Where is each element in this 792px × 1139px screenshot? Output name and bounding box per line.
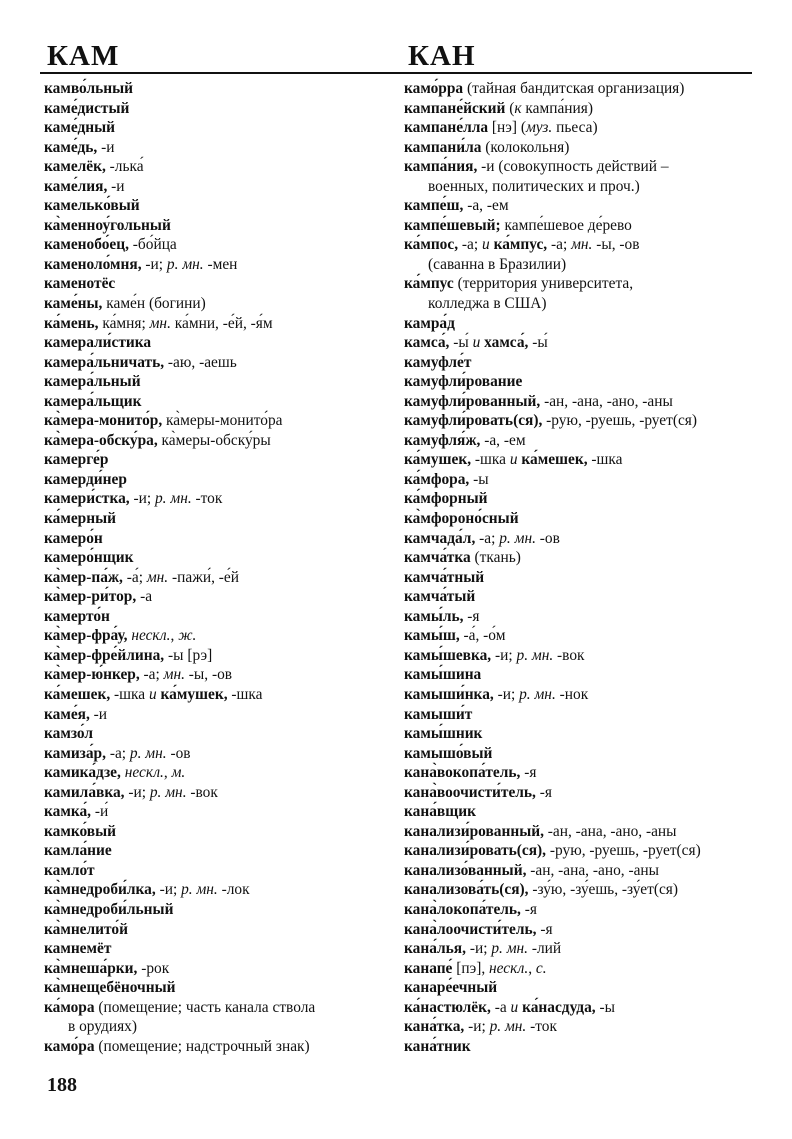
running-head-left: КАМ: [47, 40, 120, 72]
grammar-info: -шка: [587, 451, 623, 469]
dictionary-entry: [404, 489, 754, 509]
dictionary-entry: [44, 607, 396, 627]
dictionary-entry: [404, 685, 754, 705]
dictionary-entry: [404, 646, 754, 666]
grammar-info: -ы: [469, 470, 489, 488]
headword: камы́ль,: [404, 607, 464, 625]
grammar-info: колледжа в США): [428, 295, 547, 313]
grammar-info: -ы: [595, 998, 615, 1016]
grammar-info: -я: [535, 783, 552, 801]
headword: ка̀мер-ю́нкер,: [44, 666, 140, 684]
headword: камы́шник: [404, 725, 483, 743]
headword: камика́дзе,: [44, 764, 121, 782]
dictionary-entry: [404, 861, 754, 881]
grammar-info: -а и: [490, 998, 519, 1016]
grammar-info: [нэ] (муз. пьеса): [488, 119, 598, 137]
headword: камуфли́рование: [404, 373, 523, 391]
grammar-info: -а; мн. -ы, -ов: [139, 666, 233, 684]
dictionary-entry: [44, 705, 396, 725]
dictionary-entry: [404, 998, 754, 1018]
dictionary-entry: [44, 802, 396, 822]
dictionary-entry: [404, 255, 754, 275]
grammar-info: -шка и: [471, 451, 518, 469]
dictionary-entry: [44, 99, 396, 119]
grammar-info: -и; р. мн. -вок: [491, 646, 585, 664]
dictionary-entry: [404, 548, 754, 568]
dictionary-entry: [404, 1037, 754, 1057]
headword: канализо́ванный,: [404, 861, 527, 879]
headword: ка́мушек,: [404, 451, 472, 469]
headword: камчада́л,: [404, 529, 476, 547]
grammar-info: -и; р. мн. -мен: [141, 255, 238, 273]
dictionary-entry: [44, 157, 396, 177]
dictionary-entry: [44, 920, 396, 940]
headword: камко́вый: [44, 822, 116, 840]
grammar-info: -я: [520, 900, 537, 918]
headword: камы́шина: [404, 666, 482, 684]
variant-headword: ка́мушек,: [160, 685, 228, 703]
headword: ка̀мнещебёночный: [44, 979, 176, 997]
grammar-info: -аю, -аешь: [164, 353, 237, 371]
headword: камуфля́ж,: [404, 431, 481, 449]
dictionary-entry: [404, 744, 754, 764]
headword: кана̀лоочисти́тель,: [404, 920, 537, 938]
dictionary-entry: [404, 99, 754, 119]
dictionary-entry: [44, 568, 396, 588]
grammar-info: -я: [463, 607, 480, 625]
dictionary-entry: [44, 79, 396, 99]
headword: кана́тник: [404, 1037, 471, 1055]
headword: камуфли́ровать(ся),: [404, 412, 543, 430]
dictionary-entry: [404, 392, 754, 412]
headword: канаре́ечный: [404, 979, 498, 997]
dictionary-entry: [44, 411, 396, 431]
grammar-info: в орудиях): [68, 1018, 137, 1036]
headword: камло́т: [44, 861, 95, 879]
dictionary-entry: [44, 489, 396, 509]
headword: кана̀вокопа́тель,: [404, 764, 521, 782]
headword: ка́мфорный: [404, 490, 488, 508]
grammar-info: -ы́: [528, 334, 548, 352]
dictionary-entry: [404, 294, 754, 314]
grammar-info: -и́: [91, 803, 109, 821]
grammar-info: -а; мн. -ы, -ов: [547, 236, 640, 254]
headword: камла́ние: [44, 842, 112, 860]
dictionary-entry: [44, 392, 396, 412]
dictionary-entry: [404, 978, 754, 998]
headword: камзо́л: [44, 725, 94, 743]
grammar-info: -и; р. мн. -лок: [155, 881, 250, 899]
dictionary-entry: [44, 333, 396, 353]
headword: кана̀локопа́тель,: [404, 900, 521, 918]
dictionary-entry: [404, 939, 754, 959]
right-column: [404, 79, 754, 1056]
dictionary-entry: [404, 607, 754, 627]
headword: камелёк,: [44, 158, 106, 176]
grammar-info: (саванна в Бразилии): [428, 255, 567, 273]
dictionary-entry: [404, 1017, 754, 1037]
dictionary-entry: [44, 978, 396, 998]
dictionary-entry: [404, 411, 754, 431]
headword: ка́мпос,: [404, 236, 459, 254]
grammar-info: -ан, -ана, -ано, -аны: [543, 822, 677, 840]
grammar-info: -и; р. мн. -лий: [465, 940, 562, 958]
grammar-info: -бо́йца: [128, 236, 177, 254]
dictionary-entry: [404, 314, 754, 334]
headword: камила́вка,: [44, 783, 125, 801]
header-rule: [40, 72, 752, 74]
dictionary-entry: [44, 216, 396, 236]
dictionary-entry: [44, 274, 396, 294]
dictionary-entry: [404, 920, 754, 940]
grammar-info: (к кампа́ния): [505, 99, 593, 117]
dictionary-entry: [44, 880, 396, 900]
variant-headword: ка́мпус,: [493, 236, 548, 254]
grammar-info: (помещение; надстрочный знак): [94, 1037, 310, 1055]
dictionary-entry: [44, 626, 396, 646]
grammar-info: -ы́ и: [449, 334, 481, 352]
headword: ка́мора: [44, 998, 95, 1016]
dictionary-entry: [44, 822, 396, 842]
headword: ка̀мнелито́й: [44, 920, 128, 938]
headword: камера́льщик: [44, 392, 142, 410]
variant-headword: ка́насдуда,: [522, 998, 596, 1016]
grammar-info: (тайная бандитская организация): [463, 80, 685, 97]
dictionary-entry: [44, 353, 396, 373]
grammar-info: -а; р. мн. -ов: [475, 529, 560, 547]
dictionary-entry: [44, 783, 396, 803]
dictionary-entry: [404, 783, 754, 803]
dictionary-entry: [44, 959, 396, 979]
headword: камери́стка,: [44, 490, 130, 508]
headword: ка̀мфороно́сный: [404, 510, 519, 528]
grammar-info: военных, политических и проч.): [428, 177, 640, 195]
dictionary-entry: [404, 880, 754, 900]
dictionary-entry: [44, 255, 396, 275]
headword: ка̀мер-фре́йлина,: [44, 646, 165, 664]
dictionary-entry: [404, 138, 754, 158]
dictionary-entry: [404, 431, 754, 451]
dictionary-entry: [404, 568, 754, 588]
headword: ка̀мер-ри́тор,: [44, 588, 137, 606]
dictionary-entry: [404, 802, 754, 822]
headword: камо́ра: [44, 1037, 95, 1055]
dictionary-entry: [404, 79, 754, 99]
grammar-info: -рую, -руешь, -рует(ся): [546, 842, 701, 860]
headword: камыши́т: [404, 705, 473, 723]
headword: ка́мерный: [44, 510, 116, 528]
headword: ка̀мнедроби́льный: [44, 900, 174, 918]
dictionary-entry: [404, 665, 754, 685]
headword: камо́рра: [404, 80, 464, 97]
grammar-info: -ан, -ана, -ано, -аны: [526, 861, 659, 879]
headword: каменобо́ец,: [44, 236, 129, 254]
headword: камра́д: [404, 314, 455, 332]
dictionary-entry: [404, 705, 754, 725]
grammar-info: -и: [89, 705, 108, 723]
grammar-info: (помещение; часть канала ствола: [94, 998, 316, 1016]
headword: канализи́ровать(ся),: [404, 842, 547, 860]
grammar-info: -я: [520, 764, 537, 782]
dictionary-entry: [404, 841, 754, 861]
dictionary-entry: [44, 177, 396, 197]
dictionary-entry: [404, 353, 754, 373]
headword: ка̀мера-обску́ра,: [44, 431, 158, 449]
grammar-info: -а́, -о́м: [459, 627, 506, 645]
dictionary-entry: [404, 196, 754, 216]
grammar-info: -рок: [137, 959, 170, 977]
headword: камнемёт: [44, 940, 112, 958]
grammar-info: -ы [рэ]: [164, 646, 213, 664]
dictionary-entry: [44, 744, 396, 764]
grammar-info: -я: [536, 920, 553, 938]
dictionary-entry: [44, 294, 396, 314]
variant-headword: хамса́,: [484, 334, 529, 352]
headword: камка́,: [44, 803, 91, 821]
dictionary-entry: [44, 529, 396, 549]
grammar-info: -а: [136, 588, 153, 606]
headword: каме́дистый: [44, 99, 130, 117]
headword: камерди́нер: [44, 470, 127, 488]
headword: ка́мпус: [404, 275, 454, 293]
headword: ка̀мер-па́ж,: [44, 568, 123, 586]
headword: камеро́нщик: [44, 549, 134, 567]
dictionary-entry: [44, 1017, 396, 1037]
dictionary-entry: [404, 587, 754, 607]
headword: кана́лья,: [404, 940, 466, 958]
headword: каменоло́мня,: [44, 255, 142, 273]
headword: камво́льный: [44, 80, 134, 97]
dictionary-entry: [44, 685, 396, 705]
page-number: 188: [47, 1074, 77, 1096]
grammar-info: -шка и: [110, 685, 157, 703]
headword: ка̀мера-монито́р,: [44, 412, 163, 430]
grammar-info: [пэ], нескл., с.: [452, 959, 547, 977]
grammar-info: -и; р. мн. -нок: [493, 685, 589, 703]
dictionary-entry: [44, 939, 396, 959]
dictionary-entry: [404, 372, 754, 392]
headword: ка́мень,: [44, 314, 99, 332]
dictionary-entry: [44, 372, 396, 392]
grammar-info: нескл., м.: [124, 764, 186, 782]
headword: камышо́вый: [404, 744, 493, 762]
dictionary-entry: [44, 235, 396, 255]
grammar-info: -а; р. мн. -ов: [105, 744, 191, 762]
headword: ка́мешек,: [44, 685, 111, 703]
dictionary-entry: [404, 470, 754, 490]
headword: камера́льный: [44, 373, 141, 391]
grammar-info: нескл., ж.: [131, 627, 197, 645]
dictionary-entry: [44, 665, 396, 685]
dictionary-entry: [404, 118, 754, 138]
dictionary-entry: [44, 841, 396, 861]
headword: кампане́лла: [404, 119, 489, 137]
dictionary-entry: [404, 177, 754, 197]
grammar-info: каме́н (богини): [102, 295, 206, 313]
headword: камуфли́рованный,: [404, 392, 541, 410]
variant-headword: ка́мешек,: [521, 451, 588, 469]
headword: каме́ны,: [44, 295, 103, 313]
headword: камча́тый: [404, 588, 476, 606]
grammar-info: -а, -ем: [463, 197, 509, 215]
dictionary-entry: [44, 450, 396, 470]
dictionary-entry: [404, 157, 754, 177]
dictionary-entry: [44, 861, 396, 881]
dictionary-entry: [404, 529, 754, 549]
headword: камча́тный: [404, 568, 485, 586]
grammar-info: ка̀меры-обску́ры: [157, 431, 271, 449]
grammar-info: -и; р. мн. -ток: [129, 490, 223, 508]
headword: кампа́ния,: [404, 158, 478, 176]
headword: каме́лия,: [44, 177, 108, 195]
grammar-info: -а́; мн. -пажи́, -е́й: [122, 568, 239, 586]
grammar-info: кампе́шевое де́рево: [500, 216, 632, 234]
dictionary-entry: [44, 763, 396, 783]
headword: камерали́стика: [44, 334, 152, 352]
dictionary-entry: [44, 998, 396, 1018]
headword: камуфле́т: [404, 353, 472, 371]
dictionary-entry: [404, 216, 754, 236]
grammar-info: (колокольня): [481, 138, 570, 156]
headword: камелько́вый: [44, 197, 140, 215]
dictionary-entry: [44, 118, 396, 138]
dictionary-entry: [404, 450, 754, 470]
grammar-info: -и: [97, 138, 115, 156]
headword: ка́мфора,: [404, 470, 470, 488]
headword: камеро́н: [44, 529, 103, 547]
dictionary-entry: [404, 235, 754, 255]
headword: кана́вщик: [404, 803, 476, 821]
headword: каме́дный: [44, 119, 115, 137]
headword: канализова́ть(ся),: [404, 881, 529, 899]
headword: кампане́йский: [404, 99, 506, 117]
headword: камера́льничать,: [44, 353, 165, 371]
grammar-info: -и: [107, 177, 125, 195]
grammar-info: -и (совокупность действий –: [477, 158, 669, 176]
headword: кана́тка,: [404, 1018, 465, 1036]
headword: камса́,: [404, 334, 450, 352]
grammar-info: -ан, -ана, -ано, -аны: [540, 392, 673, 410]
dictionary-entry: [404, 959, 754, 979]
grammar-info: ка́мня; мн. ка́мни, -е́й, -я́м: [98, 314, 273, 332]
dictionary-entry: [44, 724, 396, 744]
headword: камыши́нка,: [404, 685, 494, 703]
grammar-info: ка̀меры-монито́ра: [162, 412, 283, 430]
headword: ка̀мнедроби́лка,: [44, 881, 156, 899]
headword: камерге́р: [44, 451, 109, 469]
dictionary-entry: [44, 548, 396, 568]
headword: ка̀менноу́гольный: [44, 216, 171, 234]
grammar-info: -и; р. мн. -вок: [124, 783, 218, 801]
headword: камерто́н: [44, 607, 110, 625]
dictionary-entry: [404, 763, 754, 783]
headword: ка́настюлёк,: [404, 998, 491, 1016]
grammar-info: (ткань): [470, 549, 521, 567]
headword: канапе́: [404, 959, 453, 977]
dictionary-entry: [404, 900, 754, 920]
headword: канализи́рованный,: [404, 822, 544, 840]
grammar-info: -зу́ю, -зу́ешь, -зу́ет(ся): [528, 881, 678, 899]
dictionary-entry: [44, 646, 396, 666]
headword: камиза́р,: [44, 744, 106, 762]
grammar-info: -рую, -руешь, -рует(ся): [542, 412, 698, 430]
dictionary-entry: [44, 470, 396, 490]
dictionary-entry: [44, 314, 396, 334]
headword: кампани́ла: [404, 138, 482, 156]
grammar-info: -лька́: [105, 158, 144, 176]
headword: каменотёс: [44, 275, 116, 293]
dictionary-entry: [404, 274, 754, 294]
dictionary-entry: [44, 509, 396, 529]
headword: каме́дь,: [44, 138, 98, 156]
headword: камы́ш,: [404, 627, 460, 645]
dictionary-entry: [44, 196, 396, 216]
headword: камы́шевка,: [404, 646, 492, 664]
headword: камча́тка: [404, 549, 471, 567]
grammar-info: -а; и: [458, 236, 490, 254]
headword: каме́я,: [44, 705, 90, 723]
running-head-right: КАН: [408, 40, 476, 72]
dictionary-entry: [44, 900, 396, 920]
dictionary-entry: [404, 626, 754, 646]
dictionary-entry: [44, 138, 396, 158]
dictionary-entry: [44, 1037, 396, 1057]
grammar-info: -шка: [227, 685, 263, 703]
grammar-info: -а, -ем: [480, 431, 526, 449]
headword: ка̀мер-фра́у,: [44, 627, 128, 645]
left-column: [44, 79, 396, 1056]
grammar-info: -и; р. мн. -ток: [464, 1018, 557, 1036]
dictionary-entry: [404, 333, 754, 353]
dictionary-entry: [44, 431, 396, 451]
dictionary-entry: [404, 724, 754, 744]
headword: кана̀воочисти́тель,: [404, 783, 536, 801]
headword: кампе́шевый;: [404, 216, 501, 234]
headword: кампе́ш,: [404, 197, 464, 215]
dictionary-entry: [404, 509, 754, 529]
headword: ка̀мнеша́рки,: [44, 959, 138, 977]
grammar-info: (территория университета,: [453, 275, 634, 293]
dictionary-entry: [404, 822, 754, 842]
dictionary-entry: [44, 587, 396, 607]
